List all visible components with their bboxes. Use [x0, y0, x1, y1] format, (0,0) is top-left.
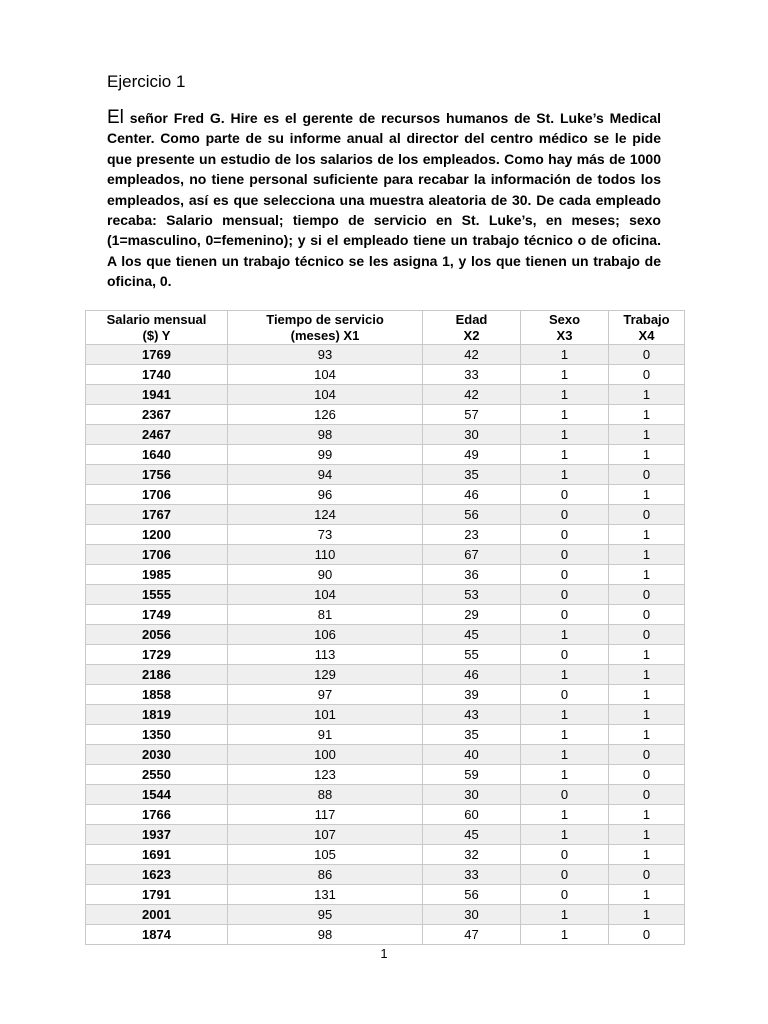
- cell-sex: 0: [521, 685, 609, 705]
- cell-job: 1: [609, 525, 685, 545]
- cell-service-time: 126: [228, 405, 423, 425]
- cell-job: 1: [609, 665, 685, 685]
- cell-sex: 0: [521, 785, 609, 805]
- cell-job: 1: [609, 825, 685, 845]
- cell-sex: 0: [521, 545, 609, 565]
- cell-sex: 0: [521, 645, 609, 665]
- cell-age: 33: [423, 865, 521, 885]
- cell-age: 35: [423, 465, 521, 485]
- cell-salary: 1640: [86, 445, 228, 465]
- table-row: [86, 405, 685, 425]
- cell-salary: 1749: [86, 605, 228, 625]
- table-row: [86, 885, 685, 905]
- cell-age: 39: [423, 685, 521, 705]
- cell-service-time: 131: [228, 885, 423, 905]
- table-row: [86, 385, 685, 405]
- cell-salary: 1941: [86, 385, 228, 405]
- cell-service-time: 94: [228, 465, 423, 485]
- cell-age: 42: [423, 345, 521, 365]
- cell-age: 33: [423, 365, 521, 385]
- cell-salary: 2467: [86, 425, 228, 445]
- cell-sex: 0: [521, 565, 609, 585]
- cell-salary: 1200: [86, 525, 228, 545]
- table-row: [86, 665, 685, 685]
- table-row: [86, 765, 685, 785]
- cell-salary: 1766: [86, 805, 228, 825]
- cell-salary: 1791: [86, 885, 228, 905]
- header-age: Edad X2: [423, 311, 521, 345]
- cell-salary: 1756: [86, 465, 228, 485]
- table-row: [86, 565, 685, 585]
- cell-service-time: 98: [228, 925, 423, 945]
- cell-job: 1: [609, 565, 685, 585]
- cell-salary: 1706: [86, 485, 228, 505]
- cell-sex: 1: [521, 905, 609, 925]
- cell-salary: 1819: [86, 705, 228, 725]
- cell-job: 0: [609, 585, 685, 605]
- cell-age: 59: [423, 765, 521, 785]
- cell-service-time: 98: [228, 425, 423, 445]
- cell-sex: 1: [521, 625, 609, 645]
- cell-sex: 1: [521, 765, 609, 785]
- cell-service-time: 107: [228, 825, 423, 845]
- cell-service-time: 99: [228, 445, 423, 465]
- page-number: 1: [380, 946, 388, 961]
- cell-salary: 1350: [86, 725, 228, 745]
- table-row: [86, 725, 685, 745]
- table-row: [86, 545, 685, 565]
- header-salary: Salario mensual ($) Y: [86, 311, 228, 345]
- cell-service-time: 100: [228, 745, 423, 765]
- cell-age: 60: [423, 805, 521, 825]
- cell-service-time: 97: [228, 685, 423, 705]
- cell-service-time: 124: [228, 505, 423, 525]
- cell-service-time: 129: [228, 665, 423, 685]
- employee-data-table: [85, 310, 685, 945]
- table-row: [86, 605, 685, 625]
- cell-sex: 1: [521, 405, 609, 425]
- cell-service-time: 86: [228, 865, 423, 885]
- page-title: Ejercicio 1: [107, 72, 186, 91]
- cell-service-time: 93: [228, 345, 423, 365]
- cell-age: 30: [423, 425, 521, 445]
- cell-salary: 2367: [86, 405, 228, 425]
- cell-job: 1: [609, 885, 685, 905]
- cell-job: 1: [609, 845, 685, 865]
- table-row: [86, 625, 685, 645]
- paragraph-body: señor Fred G. Hire es el gerente de recursos humanos de St. Luke’s Medical Center. Como parte de su informe anual al director del centro médico se le pide que presente un estudio de los salarios de los empleados. Como hay más de 1000 empleados, no tiene personal suficiente para recabar la información de todos los empleados, así es que selecciona una muestra aleatoria de 30. De cada empleado recaba: Salario mensual; tiempo de servicio en St. Luke’s, en meses; sexo (1=masculino, 0=femenino); y si el empleado tiene un trabajo técnico o de oficina. A los que tienen un trabajo técnico se les asigna 1, y los que tienen un trabajo de oficina, 0.: [107, 110, 661, 290]
- cell-sex: 1: [521, 425, 609, 445]
- table-row: [86, 465, 685, 485]
- cell-salary: 2056: [86, 625, 228, 645]
- cell-service-time: 110: [228, 545, 423, 565]
- cell-sex: 1: [521, 665, 609, 685]
- cell-salary: 2030: [86, 745, 228, 765]
- cell-salary: 1740: [86, 365, 228, 385]
- cell-job: 1: [609, 705, 685, 725]
- cell-job: 0: [609, 345, 685, 365]
- table-row: [86, 425, 685, 445]
- cell-age: 29: [423, 605, 521, 625]
- table-row: [86, 645, 685, 665]
- cell-salary: 1985: [86, 565, 228, 585]
- cell-job: 0: [609, 465, 685, 485]
- table-row: [86, 805, 685, 825]
- header-service-time: Tiempo de servicio (meses) X1: [228, 311, 423, 345]
- cell-age: 45: [423, 625, 521, 645]
- cell-job: 0: [609, 865, 685, 885]
- cell-job: 1: [609, 805, 685, 825]
- table-row: [86, 685, 685, 705]
- cell-service-time: 90: [228, 565, 423, 585]
- cell-sex: 1: [521, 925, 609, 945]
- cell-age: 30: [423, 905, 521, 925]
- cell-salary: 2001: [86, 905, 228, 925]
- cell-age: 42: [423, 385, 521, 405]
- cell-salary: 1623: [86, 865, 228, 885]
- cell-job: 1: [609, 385, 685, 405]
- table-header-row: [86, 311, 685, 345]
- paragraph-dropcap: El: [107, 107, 124, 128]
- cell-job: 0: [609, 745, 685, 765]
- table-row: [86, 485, 685, 505]
- cell-sex: 1: [521, 805, 609, 825]
- cell-age: 56: [423, 505, 521, 525]
- table-row: [86, 505, 685, 525]
- cell-service-time: 81: [228, 605, 423, 625]
- table-row: [86, 705, 685, 725]
- cell-sex: 1: [521, 745, 609, 765]
- header-job: Trabajo X4: [609, 311, 685, 345]
- cell-age: 46: [423, 665, 521, 685]
- cell-service-time: 73: [228, 525, 423, 545]
- cell-job: 1: [609, 725, 685, 745]
- cell-job: 1: [609, 645, 685, 665]
- cell-job: 0: [609, 505, 685, 525]
- cell-job: 0: [609, 765, 685, 785]
- cell-sex: 0: [521, 845, 609, 865]
- table-row: [86, 865, 685, 885]
- cell-service-time: 117: [228, 805, 423, 825]
- cell-salary: 1544: [86, 785, 228, 805]
- cell-job: 1: [609, 425, 685, 445]
- table-row: [86, 905, 685, 925]
- cell-salary: 1729: [86, 645, 228, 665]
- cell-salary: 1937: [86, 825, 228, 845]
- cell-age: 32: [423, 845, 521, 865]
- cell-job: 1: [609, 405, 685, 425]
- cell-job: 1: [609, 685, 685, 705]
- cell-age: 43: [423, 705, 521, 725]
- header-sex: Sexo X3: [521, 311, 609, 345]
- cell-age: 40: [423, 745, 521, 765]
- cell-sex: 1: [521, 725, 609, 745]
- table-row: [86, 925, 685, 945]
- table-row: [86, 345, 685, 365]
- table-row: [86, 445, 685, 465]
- table-row: [86, 785, 685, 805]
- cell-service-time: 104: [228, 585, 423, 605]
- table-row: [86, 365, 685, 385]
- cell-age: 47: [423, 925, 521, 945]
- cell-age: 45: [423, 825, 521, 845]
- cell-sex: 1: [521, 705, 609, 725]
- cell-salary: 2186: [86, 665, 228, 685]
- cell-service-time: 101: [228, 705, 423, 725]
- cell-service-time: 113: [228, 645, 423, 665]
- cell-job: 1: [609, 905, 685, 925]
- cell-sex: 0: [521, 485, 609, 505]
- table-row: [86, 525, 685, 545]
- cell-salary: 1706: [86, 545, 228, 565]
- cell-salary: 2550: [86, 765, 228, 785]
- cell-salary: 1769: [86, 345, 228, 365]
- cell-sex: 1: [521, 465, 609, 485]
- cell-service-time: 105: [228, 845, 423, 865]
- cell-service-time: 88: [228, 785, 423, 805]
- cell-salary: 1555: [86, 585, 228, 605]
- cell-age: 53: [423, 585, 521, 605]
- cell-service-time: 123: [228, 765, 423, 785]
- table-row: [86, 845, 685, 865]
- cell-sex: 0: [521, 585, 609, 605]
- cell-salary: 1874: [86, 925, 228, 945]
- cell-service-time: 95: [228, 905, 423, 925]
- cell-service-time: 96: [228, 485, 423, 505]
- cell-salary: 1691: [86, 845, 228, 865]
- cell-salary: 1767: [86, 505, 228, 525]
- cell-sex: 0: [521, 865, 609, 885]
- cell-sex: 0: [521, 605, 609, 625]
- table-row: [86, 745, 685, 765]
- cell-job: 0: [609, 785, 685, 805]
- cell-age: 55: [423, 645, 521, 665]
- cell-service-time: 104: [228, 365, 423, 385]
- cell-age: 46: [423, 485, 521, 505]
- cell-sex: 0: [521, 505, 609, 525]
- cell-age: 30: [423, 785, 521, 805]
- cell-job: 1: [609, 445, 685, 465]
- cell-salary: 1858: [86, 685, 228, 705]
- cell-service-time: 91: [228, 725, 423, 745]
- cell-sex: 1: [521, 345, 609, 365]
- table-row: [86, 585, 685, 605]
- cell-age: 36: [423, 565, 521, 585]
- cell-sex: 0: [521, 525, 609, 545]
- cell-job: 0: [609, 625, 685, 645]
- cell-sex: 0: [521, 885, 609, 905]
- cell-job: 1: [609, 545, 685, 565]
- cell-job: 0: [609, 605, 685, 625]
- cell-age: 56: [423, 885, 521, 905]
- cell-sex: 1: [521, 385, 609, 405]
- problem-statement: [107, 108, 661, 292]
- cell-age: 23: [423, 525, 521, 545]
- cell-job: 0: [609, 925, 685, 945]
- cell-sex: 1: [521, 365, 609, 385]
- cell-age: 67: [423, 545, 521, 565]
- cell-age: 35: [423, 725, 521, 745]
- table-row: [86, 825, 685, 845]
- cell-service-time: 106: [228, 625, 423, 645]
- cell-sex: 1: [521, 825, 609, 845]
- cell-service-time: 104: [228, 385, 423, 405]
- cell-job: 1: [609, 485, 685, 505]
- cell-sex: 1: [521, 445, 609, 465]
- cell-age: 57: [423, 405, 521, 425]
- cell-age: 49: [423, 445, 521, 465]
- cell-job: 0: [609, 365, 685, 385]
